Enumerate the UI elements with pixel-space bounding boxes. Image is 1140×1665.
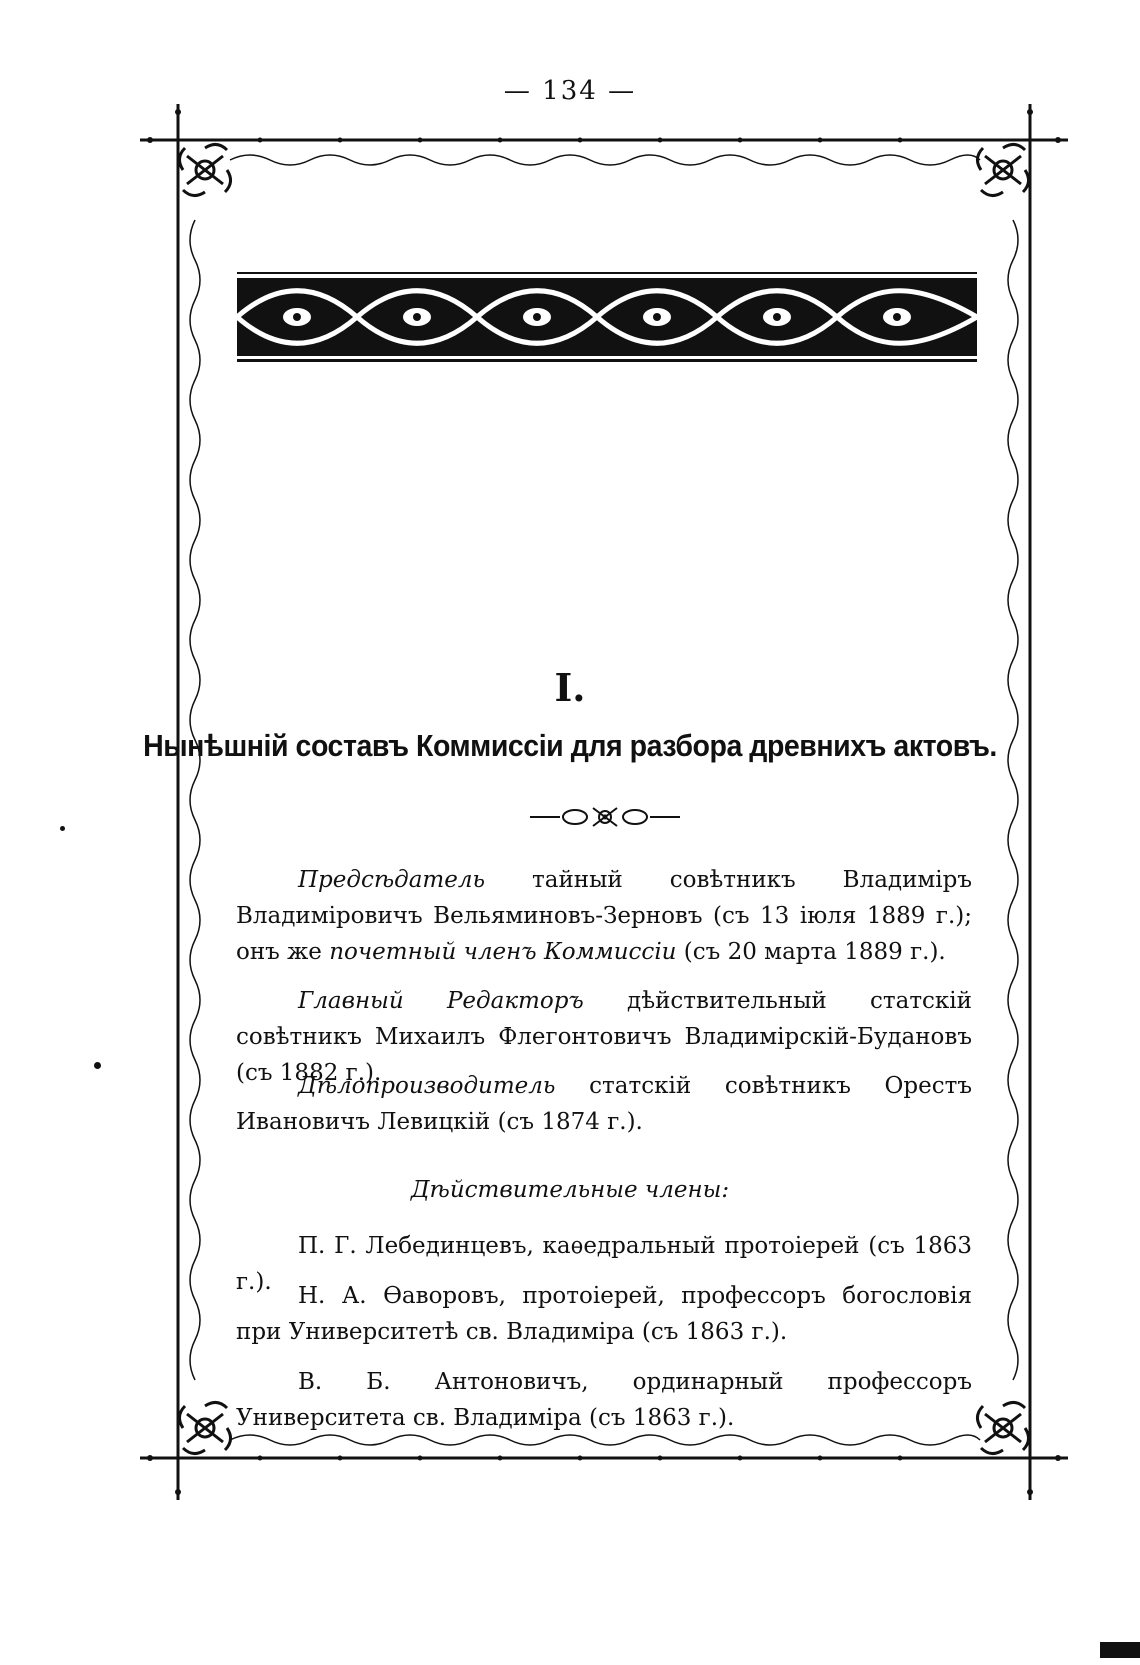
chairman-role: Предсѣдатель: [298, 867, 486, 893]
chairman-text: тайный совѣтникъ Владиміръ Владиміровичъ Вельяминовъ-Зерновъ (съ 13 іюля 1889 г.); онъ же: [236, 867, 972, 965]
member-item: [236, 1278, 972, 1350]
clerk-role: Дѣлопроизводитель: [298, 1073, 556, 1099]
member-text: Н. А. Ѳаворовъ, протоіерей, профессоръ богословія при Университетѣ св. Владиміра (съ 1863 г.).: [236, 1283, 972, 1345]
member-text: В. Б. Антоновичъ, ординарный профессоръ Университета св. Владиміра (съ 1863 г.).: [236, 1369, 972, 1431]
page-number: — 134 —: [503, 76, 637, 106]
section-title: Нынѣшній составъ Коммиссіи для разбора древнихъ актовъ.: [143, 728, 997, 763]
clerk-text: статскій совѣтникъ Орестъ Ивановичъ Левицкій (съ 1874 г.).: [236, 1073, 972, 1135]
section-numeral: I.: [554, 665, 586, 710]
ornament-divider-icon: [530, 804, 680, 830]
editor-role: Главный Редакторъ: [298, 988, 584, 1014]
honorary-text: (съ 20 марта 1889 г.).: [683, 939, 946, 965]
clerk-paragraph: [236, 1068, 972, 1140]
scan-edge-mark: [1100, 1642, 1140, 1658]
margin-dot: [60, 826, 65, 831]
members-heading: Дѣйствительные члены:: [410, 1177, 730, 1203]
editor-text: дѣйствительный статскій совѣтникъ Михаилъ Флегонтовичъ Владимірскій-Будановъ (съ 1882 г.).: [236, 988, 972, 1086]
honorary-role: почетный членъ Коммиссіи: [329, 939, 677, 965]
member-text: П. Г. Лебединцевъ, каѳедральный протоіерей (съ 1863 г.).: [236, 1233, 972, 1295]
margin-dot: [94, 1062, 101, 1069]
member-item: [236, 1364, 972, 1436]
arabesque-headpiece: [237, 272, 977, 362]
chairman-paragraph: [236, 862, 972, 970]
